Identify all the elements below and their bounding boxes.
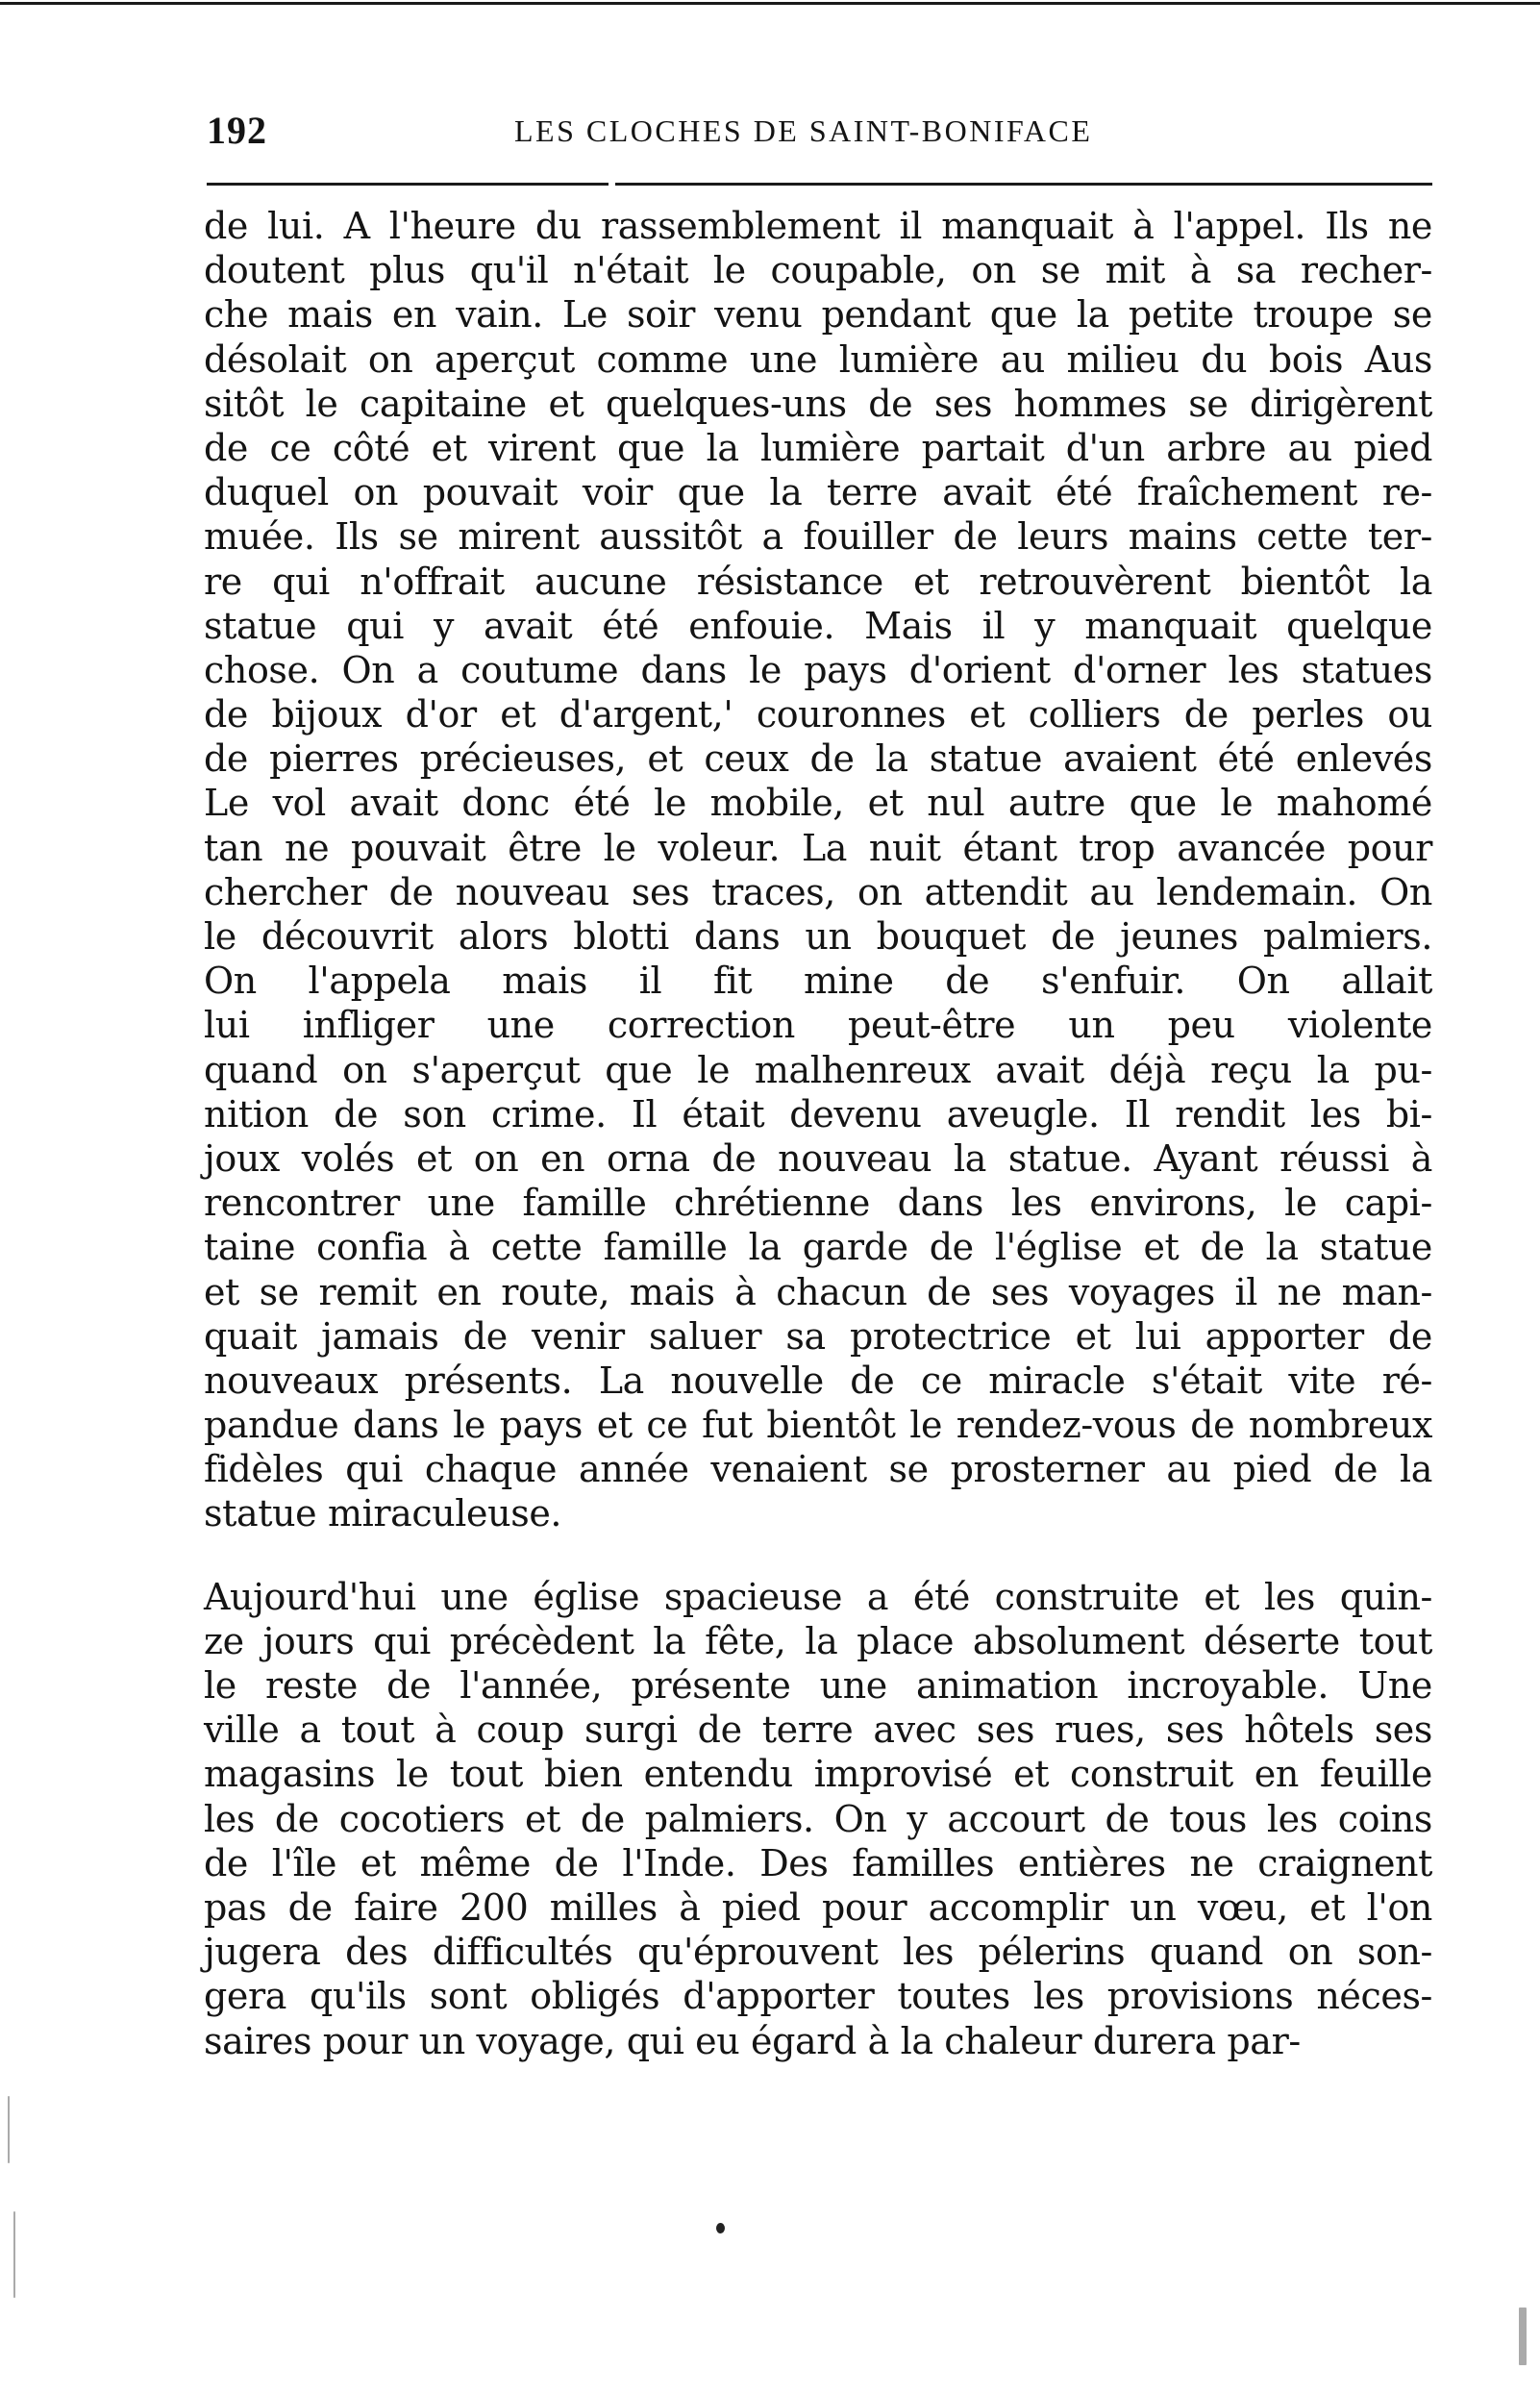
paragraph-2: [204, 1575, 1432, 2063]
page-bottom-ink-dot: [716, 2223, 725, 2233]
text-line: pas de faire 200 milles à pied pour accomplir un vœu, et l'on: [204, 1885, 1432, 1929]
text-line: jugera des difficultés qu'éprouvent les pélerins quand on son-: [204, 1931, 1432, 1974]
text-line: doutent plus qu'il n'était le coupable, on se mit à sa recher-: [204, 249, 1432, 292]
text-line: sitôt le capitaine et quelques-uns de ses hommes se dirigèrent: [204, 382, 1432, 425]
text-line: ville a tout à coup surgi de terre avec ses rues, ses hôtels ses: [204, 1709, 1432, 1752]
text-line: saires pour un voyage, qui eu égard à la chaleur durera par-: [204, 2019, 1301, 2062]
text-line: nouveaux présents. La nouvelle de ce miracle s'était vite ré-: [204, 1359, 1432, 1402]
text-line: quait jamais de venir saluer sa protectrice et lui apporter de: [204, 1314, 1432, 1358]
text-line: gera qu'ils sont obligés d'apporter toutes les provisions néces-: [204, 1975, 1432, 2018]
text-line: quand on s'aperçut que le malhenreux avait déjà reçu la pu-: [204, 1048, 1432, 1091]
header-rule-left: [207, 183, 609, 186]
text-line: les de cocotiers et de palmiers. On y accourt de tous les coins: [204, 1797, 1432, 1840]
text-line: de pierres précieuses, et ceux de la statue avaient été enlevés: [204, 737, 1432, 781]
page-top-edge-rule: [0, 2, 1540, 5]
text-line: de l'île et même de l'Inde. Des familles entières ne craignent: [204, 1841, 1432, 1884]
text-line: statue miraculeuse.: [204, 1492, 562, 1535]
text-line: le découvrit alors blotti dans un bouquet de jeunes palmiers.: [204, 915, 1432, 958]
text-line: statue qui y avait été enfouie. Mais il y manquait quelque: [204, 604, 1432, 647]
text-line: nition de son crime. Il était devenu aveugle. Il rendit les bi-: [204, 1092, 1432, 1135]
text-line: re qui n'offrait aucune résistance et retrouvèrent bientôt la: [204, 560, 1432, 603]
left-edge-speckle: [13, 2211, 15, 2298]
text-line: fidèles qui chaque année venaient se prosterner au pied de la: [204, 1448, 1432, 1491]
running-title: LES CLOCHES DE SAINT-BONIFACE: [514, 113, 1093, 148]
left-edge-speckle: [8, 2096, 10, 2163]
text-line: Aujourd'hui une église spacieuse a été construite et les quin-: [204, 1575, 1432, 1618]
text-line: de bijoux d'or et d'argent,' couronnes et colliers de perles ou: [204, 693, 1432, 736]
text-line: et se remit en route, mais à chacun de ses voyages il ne man-: [204, 1270, 1432, 1313]
text-line: de ce côté et virent que la lumière partait d'un arbre au pied: [204, 426, 1432, 469]
text-line: rencontrer une famille chrétienne dans les environs, le capi-: [204, 1182, 1432, 1225]
text-line: chercher de nouveau ses traces, on attendit au lendemain. On: [204, 870, 1432, 913]
text-line: pandue dans le pays et ce fut bientôt le rendez-vous de nombreux: [204, 1404, 1432, 1447]
text-line: le reste de l'année, présente une animation incroyable. Une: [204, 1664, 1432, 1707]
text-line: chose. On a coutume dans le pays d'orient d'orner les statues: [204, 648, 1432, 691]
body-text: [204, 204, 1432, 2063]
paragraph-1: [204, 204, 1432, 1536]
text-line: ze jours qui précèdent la fête, la place absolument déserte tout: [204, 1619, 1432, 1662]
right-corner-speckle: [1519, 2308, 1527, 2365]
text-line: muée. Ils se mirent aussitôt a fouiller de leurs mains cette ter-: [204, 515, 1432, 559]
text-line: joux volés et on en orna de nouveau la statue. Ayant réussi à: [204, 1136, 1432, 1180]
text-line: de lui. A l'heure du rassemblement il manquait à l'appel. Ils ne: [204, 205, 1432, 247]
text-line: Le vol avait donc été le mobile, et nul autre que le mahomé: [204, 782, 1432, 825]
page-number: 192: [207, 109, 267, 152]
text-line: lui infliger une correction peut-être un peu violente: [204, 1004, 1432, 1047]
text-line: magasins le tout bien entendu improvisé et construit en feuille: [204, 1753, 1432, 1796]
text-line: che mais en vain. Le soir venu pendant que la petite troupe se: [204, 293, 1432, 337]
text-line: duquel on pouvait voir que la terre avait été fraîchement re-: [204, 471, 1432, 514]
paragraph-gap: [204, 1536, 1432, 1575]
text-line: tan ne pouvait être le voleur. La nuit étant trop avancée pour: [204, 826, 1432, 869]
running-head: [207, 108, 1432, 156]
header-rule-right: [615, 183, 1432, 186]
text-line: On l'appela mais il fit mine de s'enfuir. On allait: [204, 960, 1432, 1003]
text-line: désolait on aperçut comme une lumière au milieu du bois Aus: [204, 337, 1432, 381]
text-line: taine confia à cette famille la garde de l'église et de la statue: [204, 1226, 1432, 1269]
